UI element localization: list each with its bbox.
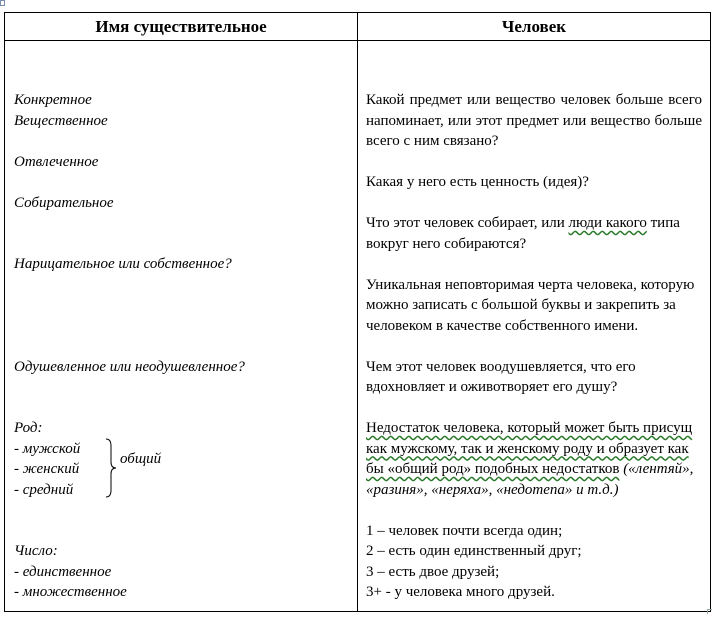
spellcheck-wavy-text: люди какого <box>568 215 647 231</box>
right-abstract: Какая у него есть ценность (идея)? <box>366 174 589 190</box>
number-line-2: 2 – есть один единственный друг; <box>366 543 582 559</box>
left-concrete: Конкретное <box>14 92 92 108</box>
right-gender-main: Недостаток человека, который может быть присущ как мужскому, так и женскому роду и образует как бы «общий род» подобных недостатков <box>366 420 693 477</box>
content-row <box>5 41 711 612</box>
header-row <box>5 13 711 41</box>
number-plural: - множественное <box>14 584 127 600</box>
right-gender-examples: («лентяй», «разиня», «неряха», «недотепа» и т.д.) <box>366 461 694 498</box>
gender-common-label: общий <box>120 451 162 467</box>
table-resize-handle-icon[interactable] <box>707 609 712 614</box>
right-concrete: Какой предмет или вещество человек больше всего напоминает, или этот предмет или вещество больше всего с ним связано? <box>366 92 702 149</box>
right-column <box>358 41 711 612</box>
number-line-4: 3+ - у человека много друзей. <box>366 584 555 600</box>
header-noun: Имя существительное <box>5 13 358 41</box>
right-collective <box>366 213 702 254</box>
left-column <box>5 41 358 612</box>
right-collective-part1: Что этот человек собирает, или <box>366 215 569 231</box>
left-gender-title: Род: <box>14 420 43 436</box>
gender-block <box>14 418 351 500</box>
header-human: Человек <box>358 13 711 41</box>
right-animate: Чем этот человек воодушевляется, что его вдохновляет и оживотворяет его душу? <box>366 358 636 395</box>
noun-human-table <box>4 12 711 612</box>
gender-neuter: - средний <box>14 481 74 498</box>
left-number-title: Число: <box>14 543 58 559</box>
left-animate: Одушевленное или неодушевленное? <box>14 358 245 375</box>
number-line-3: 3 – есть двое друзей; <box>366 563 500 580</box>
number-singular: - единственное <box>14 563 112 580</box>
right-gender <box>366 418 702 500</box>
gender-masculine: - мужской <box>14 440 81 457</box>
right-proper: Уникальная неповторимая черта человека, которую можно записать с большой буквы и закрепить за человеком в качестве собственного имени. <box>366 276 695 334</box>
curly-brace-icon <box>104 438 118 498</box>
table-move-handle-icon[interactable] <box>0 0 5 6</box>
left-material: Вещественное <box>14 112 108 129</box>
left-proper: Нарицательное или собственное? <box>14 256 232 272</box>
gender-feminine: - женский <box>14 461 80 477</box>
right-collective-part2: типа вокруг него собираются? <box>366 215 680 252</box>
left-abstract: Отвлеченное <box>14 153 99 170</box>
number-line-1: 1 – человек почти всегда один; <box>366 522 563 539</box>
left-collective: Собирательное <box>14 194 114 211</box>
